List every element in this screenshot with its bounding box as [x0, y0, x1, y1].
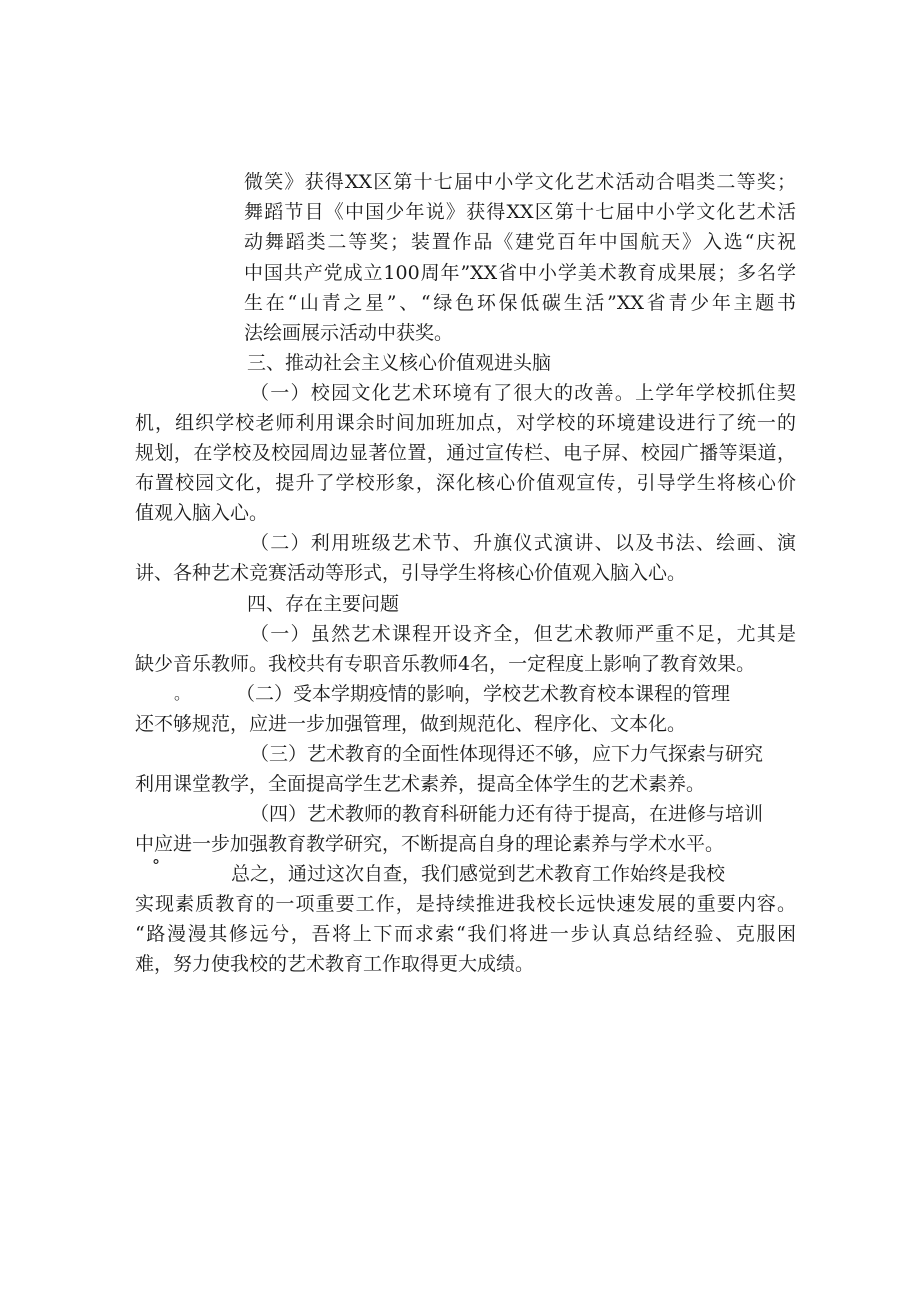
text-line: 难，努力使我校的艺术教育工作取得更大成绩。 [135, 953, 535, 975]
text-line: 中国共产党成立100周年”XX省中小学美术教育成果展；多名学 [244, 262, 796, 284]
stray-mark: 。 [174, 684, 191, 703]
text-line: 布置校园文化，提升了学校形象，深化核心价值观宣传，引导学生将核心价 [135, 472, 796, 494]
text-line: 缺少音乐教师。我校共有专职音乐教师4名，一定程度上影响了教育效果。 [135, 653, 756, 675]
text-line: “路漫漫其修远兮，吾将上下而求索“我们将进一步认真总结经验、克服困 [135, 923, 796, 945]
text-line: 还不够规范，应进一步加强管理，做到规范化、程序化、文本化。 [135, 713, 687, 735]
text-line: 法绘画展示活动中获奖。 [244, 322, 454, 344]
text-line: 利用课堂教学，全面提高学生艺术素养，提高全体学生的艺术素养。 [135, 773, 706, 795]
text-line: （一）校园文化艺术环境有了很大的改善。上学年学校抓住契 [250, 382, 796, 404]
stray-mark: ° [152, 856, 160, 875]
text-line: 微笑》获得XX区第十七届中小学文化艺术活动合唱类二等奖； [244, 171, 796, 193]
text-line: （二）利用班级艺术节、升旗仪式演讲、以及书法、绘画、演 [250, 532, 796, 554]
text-line: 实现素质教育的一项重要工作，是持续推进我校长远快速发展的重要内容。 [135, 893, 796, 915]
text-line: （四）艺术教师的教育科研能力还有待于提高，在进修与培训 [250, 803, 764, 825]
text-line: （一）虽然艺术课程开设齐全，但艺术教师严重不足，尤其是 [250, 623, 796, 645]
text-line: 中应进一步加强教育教学研究，不断提高自身的理论素养与学术水平。 [135, 833, 725, 855]
text-line: （三）艺术教育的全面性体现得还不够，应下力气探索与研究 [250, 743, 764, 765]
text-line: 讲、各种艺术竞赛活动等形式，引导学生将核心价值观入脑入心。 [135, 562, 687, 584]
text-line: 生在“山青之星”、“绿色环保低碳生活”XX省青少年主题书 [244, 292, 796, 314]
text-line: 动舞蹈类二等奖；装置作品《建党百年中国航天》入选“庆祝 [244, 231, 796, 253]
section-heading: 三、推动社会主义核心价值观进头脑 [247, 352, 552, 374]
text-line: 机，组织学校老师利用课余时间加班加点，对学校的环境建设进行了统一的 [135, 412, 796, 434]
text-line: 规划，在学校及校园周边显著位置，通过宣传栏、电子屏、校园广播等渠道， [135, 442, 796, 464]
text-line: 值观入脑入心。 [135, 502, 269, 524]
text-line: 舞蹈节目《中国少年说》获得XX区第十七届中小学文化艺术活 [244, 201, 796, 223]
text-line: （二）受本学期疫情的影响，学校艺术教育校本课程的管理 [236, 683, 731, 705]
text-line: 总之，通过这次自查，我们感觉到艺术教育工作始终是我校 [231, 863, 726, 885]
section-heading: 四、存在主要问题 [247, 593, 400, 615]
